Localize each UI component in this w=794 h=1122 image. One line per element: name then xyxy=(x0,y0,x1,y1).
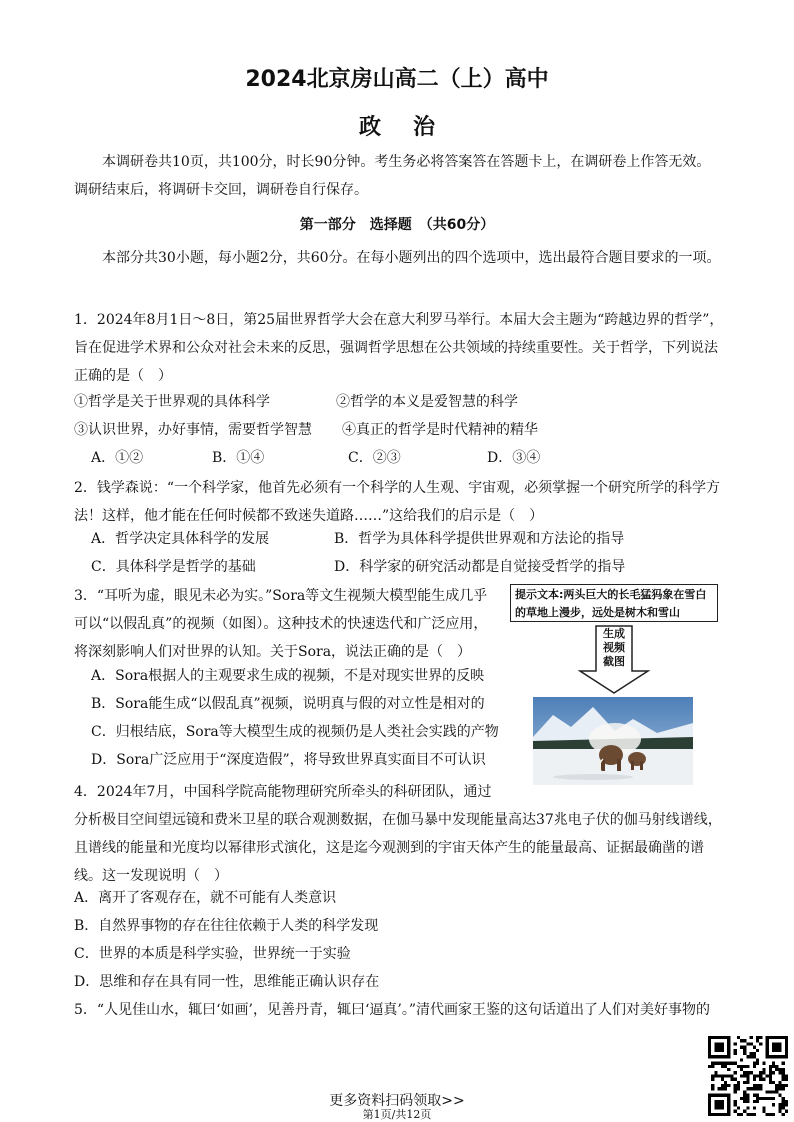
section-description: 本部分共30小题，每小题2分，共60分。在每小题列出的四个选项中，选出最符合题目要求的一项。 xyxy=(102,250,721,266)
q1-statement-2: ②哲学的本义是爱智慧的科学 xyxy=(336,394,518,410)
q3-prompt-textbox: 提示文本:两头巨大的长毛猛犸象在雪白的草地上漫步，远处是树木和雪山 xyxy=(510,584,718,622)
question-5-stem: 5．“人见佳山水，辄曰‘如画’，见善丹青，辄曰‘逼真’。”清代画家王鉴的这句话道出了人们对美好事物的 xyxy=(74,1002,711,1018)
question-3-stem: 3．“耳听为虚，眼见未必为实。”Sora等文生视频大模型能生成几乎可以“以假乱真”的视频（如图）。这种技术的快速迭代和广泛应用，将深刻影响人们对世界的认知。关于Sora，说法正确的是（ ） xyxy=(74,588,488,660)
q3-option-b: B．Sora能生成“以假乱真”视频，说明真与假的对立性是相对的 xyxy=(91,696,485,712)
q4-option-a: A．离开了客观存在，就不可能有人类意识 xyxy=(74,890,337,906)
q3-option-d: D．Sora广泛应用于“深度造假”，将导致世界真实面目不可认识 xyxy=(91,752,486,768)
q2-option-d: D．科学家的研究活动都是自觉接受哲学的指导 xyxy=(334,559,626,575)
q4-option-b: B．自然界事物的存在往往依赖于人类的科学发现 xyxy=(74,918,379,934)
q1-option-d: D．③④ xyxy=(487,450,541,466)
exam-title: 2024北京房山高二（上）高中 xyxy=(245,67,549,92)
question-4-stem-line1: 4．2024年7月，中国科学院高能物理研究所牵头的科研团队，通过 xyxy=(74,784,492,800)
q2-option-a: A．哲学决定具体科学的发展 xyxy=(91,531,270,547)
q4-option-c: C．世界的本质是科学实验，世界统一于实验 xyxy=(74,946,351,962)
mammoth-video-screenshot xyxy=(533,697,693,785)
q1-statement-1: ①哲学是关于世界观的具体科学 xyxy=(74,394,270,410)
down-arrow-icon xyxy=(578,625,650,695)
q2-option-c: C．具体科学是哲学的基础 xyxy=(91,559,256,575)
footer-more-resources[interactable]: 更多资料扫码领取>> xyxy=(329,1093,465,1109)
q1-option-b: B．①④ xyxy=(212,450,265,466)
question-2-stem: 2．钱学森说：“一个科学家，他首先必须有一个科学的人生观、宇宙观，必须掌握一个研究所学的科学方法！这样，他才能在任何时候都不致迷失道路……”这给我们的启示是（ ） xyxy=(74,480,721,524)
arrow-label: 生成视频截图 xyxy=(603,627,625,668)
q1-option-c: C．②③ xyxy=(348,450,401,466)
q3-option-a: A．Sora根据人的主观要求生成的视频，不是对现实世界的反映 xyxy=(91,668,485,684)
section-title: 第一部分 选择题 （共60分） xyxy=(299,217,495,233)
q4-option-d: D．思维和存在具有同一性，思维能正确认识存在 xyxy=(74,974,380,990)
subject-title: 政治 xyxy=(358,115,467,140)
q2-option-b: B．哲学为具体科学提供世界观和方法论的指导 xyxy=(334,531,625,547)
q3-option-c: C．归根结底，Sora等大模型生成的视频仍是人类社会实践的产物 xyxy=(91,724,499,740)
question-1-stem: 1．2024年8月1日～8日，第25届世界哲学大会在意大利罗马举行。本届大会主题为“跨越边界的哲学”，旨在促进学术界和公众对社会未来的反思，强调哲学思想在公共领域的持续重要性。关于哲学，下列说法正确的是（ ） xyxy=(74,312,724,384)
question-4-stem: 分析极目空间望远镜和费米卫星的联合观测数据，在伽马暴中发现能量高达37兆电子伏的伽马射线谱线，且谱线的能量和光度均以幂律形式演化，这是迄今观测到的宇宙天体产生的能量最高、证据最确凿的谱线。这一发现说明（ ） xyxy=(74,812,722,884)
intro-paragraph: 本调研卷共10页，共100分，时长90分钟。考生务必将答案答在答题卡上，在调研卷上作答无效。调研结束后，将调研卡交回，调研卷自行保存。 xyxy=(74,154,711,198)
footer-page-number: 第1页/共12页 xyxy=(362,1108,432,1121)
q1-statement-3: ③认识世界，办好事情，需要哲学智慧 xyxy=(74,422,312,438)
q1-statement-4: ④真正的哲学是时代精神的精华 xyxy=(342,422,538,438)
q1-option-a: A．①② xyxy=(91,450,144,466)
